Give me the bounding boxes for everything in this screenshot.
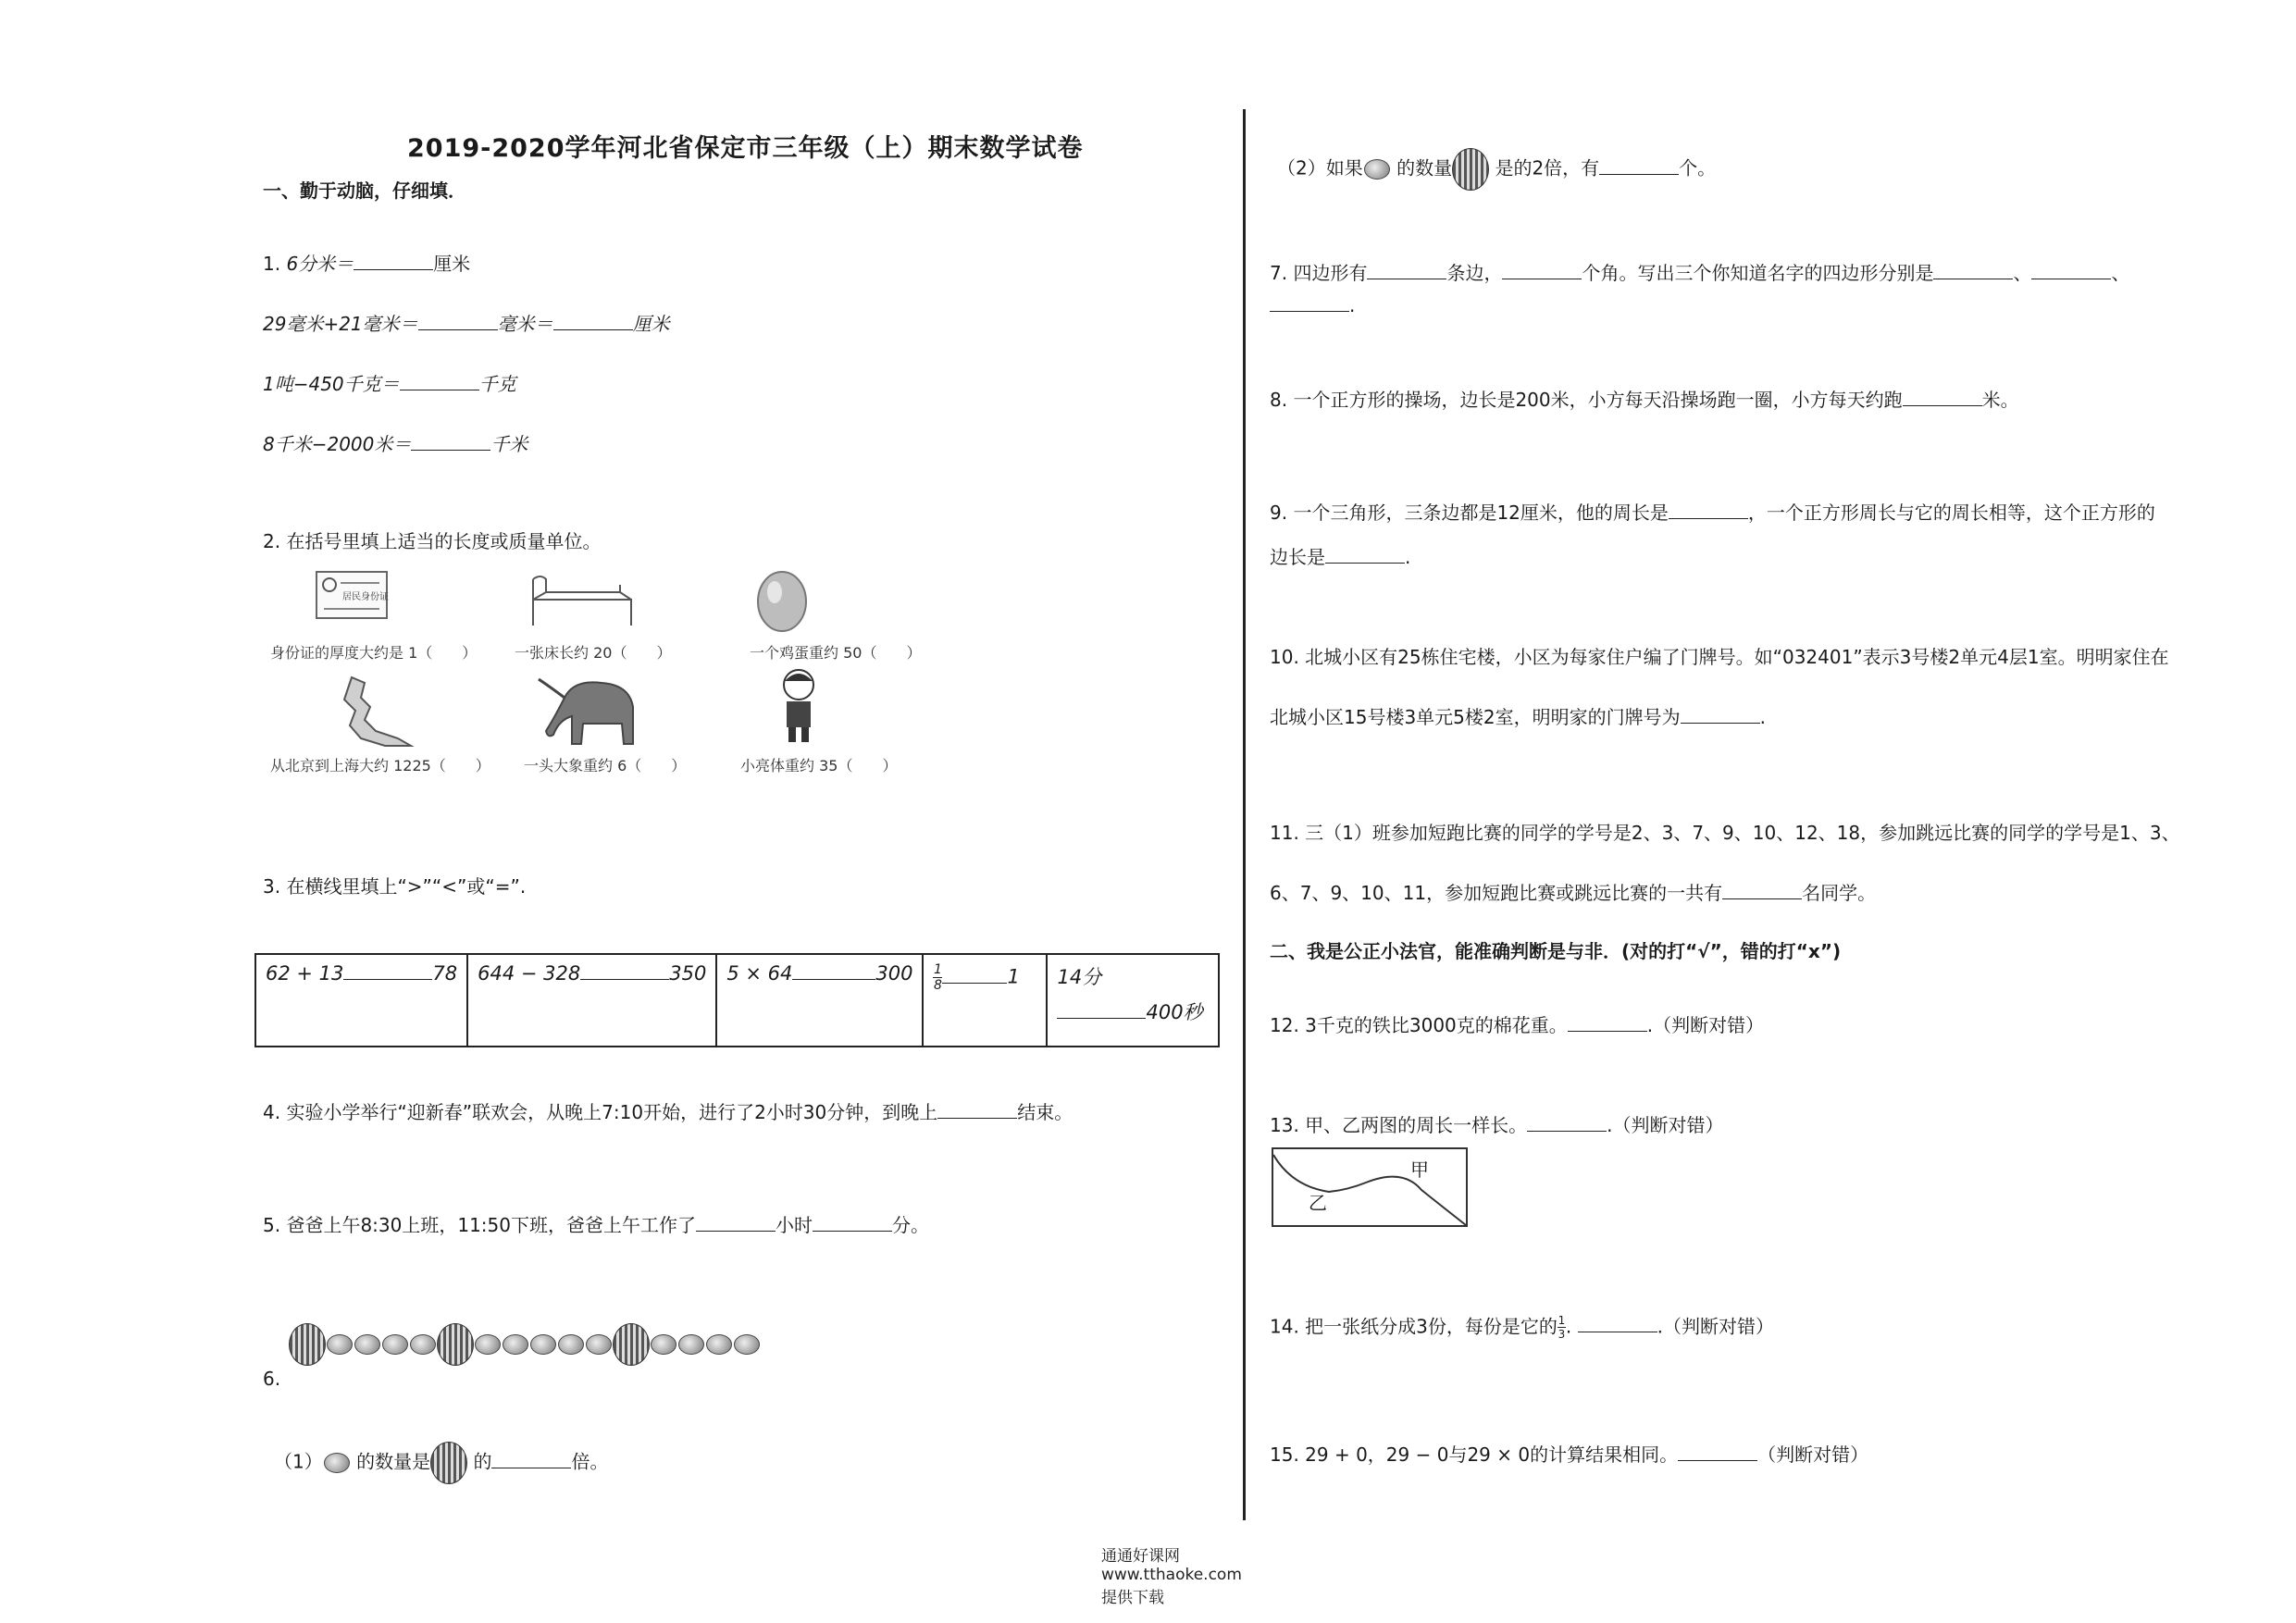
q15-line (1270, 1443, 1868, 1466)
cell-expr: 14分 (1057, 966, 1102, 988)
cell-value: 300 (875, 962, 913, 985)
q9-end: . (1405, 546, 1411, 568)
q6-p1-end: 倍。 (571, 1450, 609, 1473)
q1-line-3 (263, 373, 516, 395)
q11-end: 名同学。 (1802, 882, 1877, 904)
comparison-table (254, 953, 1220, 1047)
answer-blank[interactable] (1502, 262, 1582, 279)
egg-image (754, 568, 810, 635)
fraction-numerator: 1 (1558, 1314, 1566, 1327)
section-1-heading: 一、勤于动脑，仔细填． (263, 180, 466, 202)
pea-icon (706, 1334, 732, 1355)
answer-blank[interactable] (1527, 1114, 1607, 1132)
id-card-icon (315, 570, 389, 624)
q9-mid: ，一个正方形周长与它的周长相等，这个正方形的 (1747, 502, 2155, 524)
q8-end: 米。 (1981, 389, 2019, 411)
fraction-denominator: 8 (934, 978, 942, 993)
pea-icon (558, 1334, 584, 1355)
label-jia: 甲 (1410, 1158, 1429, 1181)
cell-value: 1 (1007, 965, 1020, 988)
q2-caption-3: 一个鸡蛋重约 50（ ） (750, 644, 922, 662)
table-cell (467, 954, 716, 1047)
q1-l1-text: 6分米＝ (286, 253, 354, 275)
q1-l2-unit: 厘米 (632, 313, 670, 335)
q10-line-1: 10. 北城小区有25栋住宅楼，小区为每家住户编了门牌号。如“032401”表示3号楼2单元4层1室。明明家住在 (1270, 646, 2169, 668)
q4-line (263, 1101, 1073, 1123)
answer-blank[interactable] (1933, 262, 2013, 279)
watermelon-icon (1452, 148, 1489, 191)
q10-text: 北城小区15号楼3单元5楼2室，明明家的门牌号为 (1270, 706, 1681, 728)
q4-end: 结束。 (1017, 1101, 1074, 1123)
answer-blank[interactable] (2031, 262, 2111, 279)
table-cell (1047, 954, 1219, 1047)
fruit-row-image (289, 1323, 761, 1366)
q11-line-2 (1270, 882, 1876, 904)
pea-icon (1364, 159, 1390, 180)
q6-p1-label: （1） (274, 1450, 323, 1473)
watermelon-icon (289, 1323, 326, 1366)
table-cell (923, 954, 1047, 1047)
answer-blank[interactable] (1325, 546, 1405, 564)
q2-caption-1: 身份证的厚度大约是 1（ ） (270, 644, 478, 662)
pea-icon (327, 1334, 353, 1355)
q6-p2-label: （2）如果 (1277, 156, 1363, 180)
q1-line-2 (263, 313, 670, 335)
q8-line (1270, 389, 2019, 411)
q6-p2-text: 的数量 (1396, 156, 1453, 180)
section-2-heading: 二、我是公正小法官，能准确判断是与非．(对的打“√”，错的打“x”) (1270, 940, 1842, 962)
q9-text: 9. 一个三角形，三条边都是12厘米，他的周长是 (1270, 502, 1669, 524)
answer-blank[interactable] (491, 1451, 571, 1468)
elephant-icon (537, 670, 648, 750)
q1-l1-unit: 厘米 (433, 253, 471, 275)
watermelon-icon (613, 1323, 650, 1366)
q5-minutes-unit: 分。 (892, 1214, 929, 1236)
q4-text: 4. 实验小学举行“迎新春”联欢会，从晚上7:10开始，进行了2小时30分钟，到晚上 (263, 1101, 938, 1123)
curve-divider-icon (1273, 1149, 1466, 1225)
answer-blank[interactable] (937, 1101, 1017, 1119)
pea-icon (475, 1334, 501, 1355)
answer-blank[interactable] (696, 1214, 776, 1232)
q2-caption-6: 小亮体重约 35（ ） (740, 757, 898, 774)
pea-icon (324, 1453, 350, 1473)
q6-p2-end: 个。 (1679, 156, 1717, 180)
q9-line-1 (1270, 502, 2155, 524)
answer-blank[interactable] (942, 966, 1007, 984)
q13-figure (1272, 1147, 1468, 1227)
answer-blank[interactable] (1568, 1014, 1647, 1032)
q2-caption-5: 一头大象重约 6（ ） (524, 757, 687, 774)
pea-icon (678, 1334, 704, 1355)
page-title: 2019-2020学年河北省保定市三年级（上）期末数学试卷 (407, 134, 1084, 163)
q14-line (1270, 1314, 1774, 1342)
answer-blank[interactable] (411, 433, 490, 451)
map-icon (333, 674, 416, 750)
q5-line (263, 1214, 929, 1236)
q13-text: 13. 甲、乙两图的周长一样长。 (1270, 1114, 1528, 1136)
q11-text: 6、7、9、10、11，参加短跑比赛或跳远比赛的一共有 (1270, 882, 1723, 904)
q15-text: 15. 29 + 0，29 − 0与29 × 0的计算结果相同。 (1270, 1443, 1679, 1466)
q1-l4-unit: 千米 (490, 433, 528, 455)
q7-sep-2: 、 (2111, 262, 2130, 284)
q10-end: . (1759, 706, 1766, 728)
answer-blank[interactable] (1681, 706, 1760, 724)
answer-blank[interactable] (1057, 1001, 1146, 1019)
map-image (333, 674, 416, 750)
q13-judge: .（判断对错） (1607, 1114, 1724, 1136)
q12-judge: .（判断对错） (1646, 1014, 1765, 1036)
label-yi: 乙 (1309, 1192, 1327, 1214)
answer-blank[interactable] (354, 253, 433, 270)
pea-icon (503, 1334, 528, 1355)
watermelon-icon (430, 1442, 467, 1484)
cell-expr: 5 × 64 (726, 962, 793, 985)
q1-l3-text: 1吨−450千克＝ (263, 373, 400, 395)
table-cell (716, 954, 923, 1047)
answer-blank[interactable] (1599, 157, 1679, 175)
q6-part-2 (1277, 148, 1716, 191)
q15-judge: （判断对错） (1757, 1443, 1869, 1466)
answer-blank[interactable] (1678, 1443, 1757, 1461)
q12-line (1270, 1014, 1764, 1036)
pea-icon (382, 1334, 408, 1355)
q6-p1-text: 的数量是 (356, 1450, 431, 1473)
right-column (1249, 0, 2296, 1623)
bed-icon (527, 572, 639, 629)
q6-p1-of: 的 (473, 1450, 492, 1473)
q6-number: 6. (263, 1368, 281, 1390)
q2-caption-4: 从北京到上海大约 1225（ ） (270, 757, 490, 774)
q1-l2-mid: 毫米＝ (497, 313, 553, 335)
pea-icon (354, 1334, 380, 1355)
answer-blank[interactable] (580, 962, 669, 980)
pea-icon (410, 1334, 436, 1355)
q14-text: 14. 把一张纸分成3份，每份是它的 (1270, 1315, 1558, 1338)
answer-blank[interactable] (813, 1214, 892, 1232)
elephant-image (537, 670, 648, 750)
q14-judge: .（判断对错） (1657, 1315, 1774, 1338)
cell-expr: 62 + 13 (266, 962, 344, 985)
q6-p2-mid: 是的2倍，有 (1495, 156, 1600, 180)
q11-line-1: 11. 三（1）班参加短跑比赛的同学的学号是2、3、7、9、10、12、18，参加跳远比赛的同学的学号是1、3、 (1270, 822, 2180, 844)
q12-text: 12. 3千克的铁比3000克的棉花重。 (1270, 1014, 1568, 1036)
q1-l4-text: 8千米−2000米＝ (263, 433, 412, 455)
q1-number: 1. (263, 253, 281, 275)
answer-blank[interactable] (1367, 262, 1446, 279)
egg-icon (754, 568, 810, 635)
pea-icon (530, 1334, 556, 1355)
table-cell (255, 954, 467, 1047)
q14-dot: . (1565, 1315, 1572, 1338)
cell-value: 400秒 (1146, 1001, 1203, 1023)
answer-blank[interactable] (1722, 882, 1802, 899)
q7-sides: 条边， (1446, 262, 1503, 284)
answer-blank[interactable] (1903, 389, 1982, 406)
boy-image (776, 666, 822, 744)
q7-line-2 (1270, 294, 1355, 316)
q1-line-1 (263, 253, 470, 275)
fraction (1558, 1314, 1566, 1342)
answer-blank[interactable] (792, 962, 875, 980)
answer-blank[interactable] (400, 373, 479, 390)
q5-hours-unit: 小时 (776, 1214, 813, 1236)
cell-expr: 644 − 328 (478, 962, 581, 985)
page-footer: 通通好课网 www.tthaoke.com 提供下载 (1101, 1547, 1242, 1607)
fraction-denominator: 3 (1558, 1328, 1566, 1342)
q7-end: . (1349, 294, 1356, 316)
q7-text: 7. 四边形有 (1270, 262, 1368, 284)
pea-icon (651, 1334, 676, 1355)
q6-part-1 (274, 1442, 608, 1484)
q1-l2-text: 29毫米+21毫米＝ (263, 313, 418, 335)
column-divider (1243, 109, 1246, 1520)
pea-icon (734, 1334, 760, 1355)
q9-line-2 (1270, 546, 1410, 568)
q1-l3-unit: 千克 (478, 373, 516, 395)
watermelon-icon (437, 1323, 474, 1366)
q9-side-text: 边长是 (1270, 546, 1325, 568)
cell-value: 78 (432, 962, 458, 985)
q7-angles: 个角。写出三个你知道名字的四边形分别是 (1582, 262, 1934, 284)
answer-blank[interactable] (1669, 502, 1748, 519)
bed-image (527, 572, 639, 629)
q13-line (1270, 1114, 1724, 1136)
q7-line-1 (1270, 262, 2129, 284)
q8-text: 8. 一个正方形的操场，边长是200米，小方每天沿操场跑一圈，小方每天约跑 (1270, 389, 1903, 411)
answer-blank[interactable] (343, 962, 432, 980)
q7-sep-1: 、 (2013, 262, 2032, 284)
cell-value: 350 (669, 962, 707, 985)
answer-blank[interactable] (553, 313, 633, 330)
q5-text: 5. 爸爸上午8:30上班，11:50下班，爸爸上午工作了 (263, 1214, 696, 1236)
id-card-label: 居民身份证 (342, 592, 389, 602)
q10-line-2 (1270, 706, 1766, 728)
q1-line-4 (263, 433, 527, 455)
boy-icon (776, 666, 822, 744)
pea-icon (586, 1334, 612, 1355)
answer-blank[interactable] (1578, 1315, 1657, 1332)
answer-blank[interactable] (1270, 294, 1349, 312)
fraction-numerator: 1 (934, 962, 942, 977)
q3-text: 3. 在横线里填上“>”“<”或“=”. (263, 875, 527, 898)
q2-caption-2: 一张床长约 20（ ） (515, 644, 672, 662)
q2-text: 2. 在括号里填上适当的长度或质量单位。 (263, 530, 602, 552)
fraction (933, 962, 942, 993)
id-card-image (315, 570, 389, 624)
answer-blank[interactable] (418, 313, 498, 330)
